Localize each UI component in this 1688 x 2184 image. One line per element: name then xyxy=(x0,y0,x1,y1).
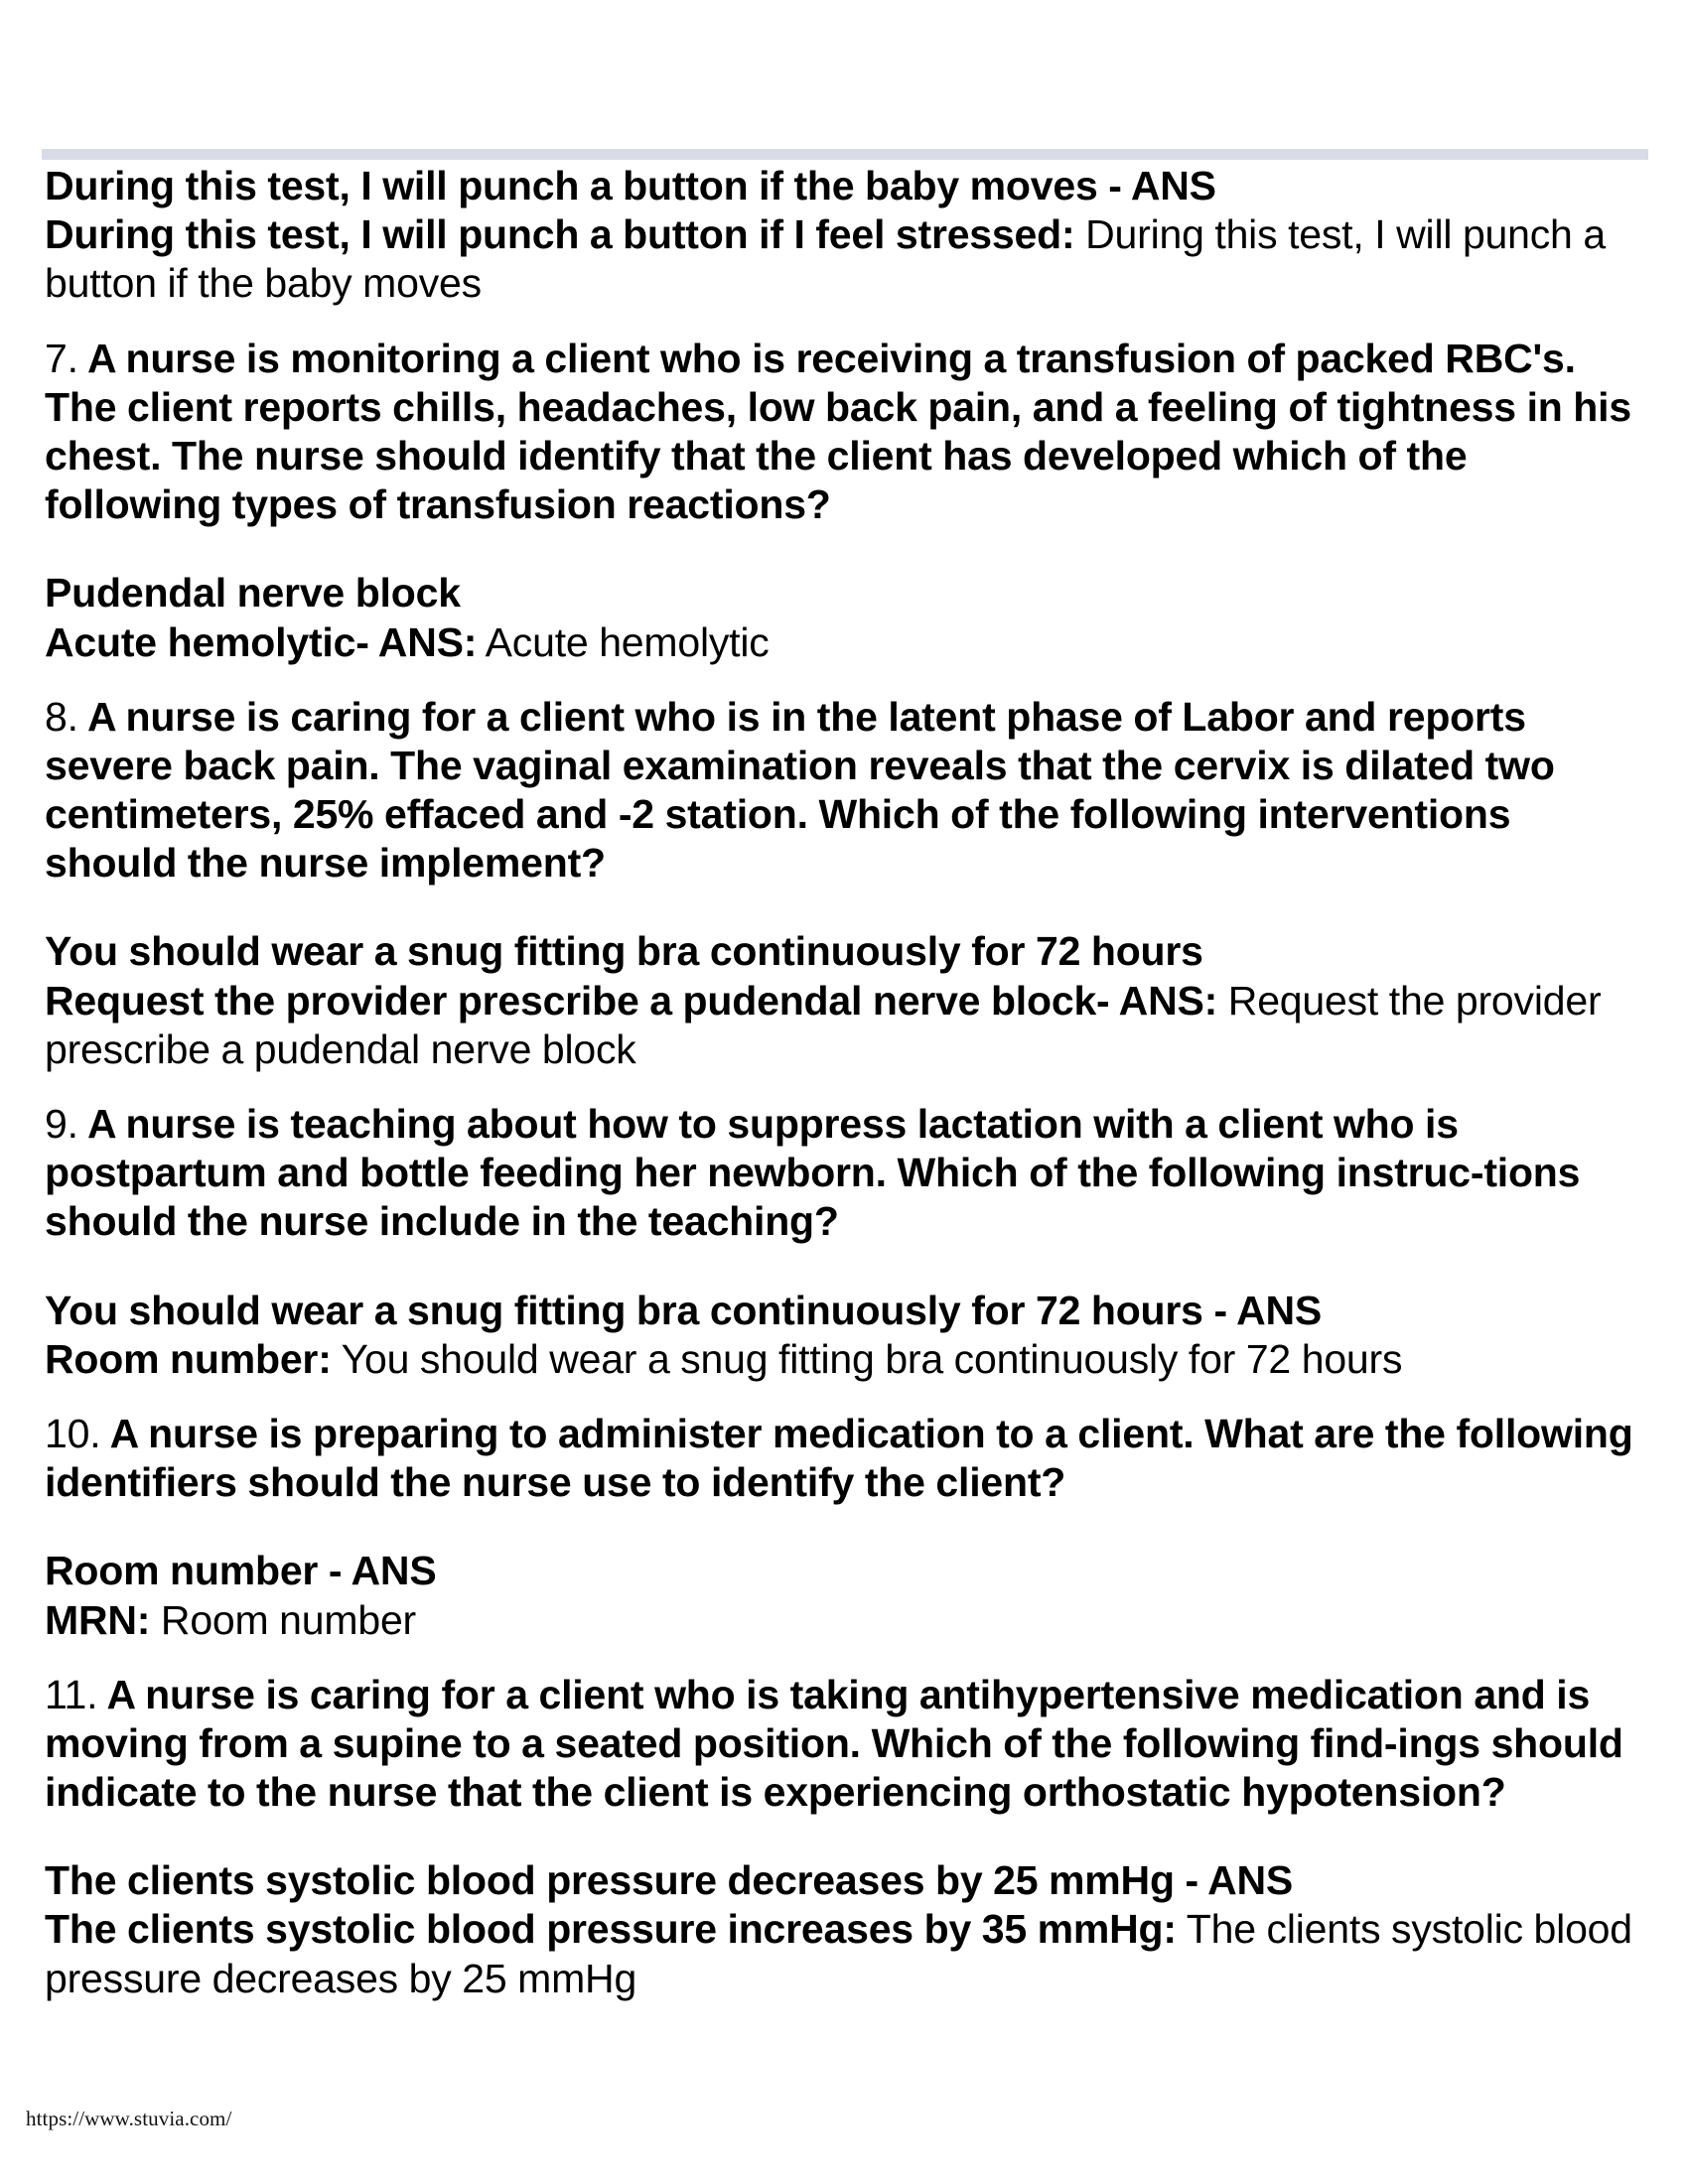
answer-key-label: Room number: xyxy=(45,1335,332,1382)
answer-option-line: You should wear a snug fitting bra continuously for 72 hours xyxy=(45,928,1203,975)
answer-key-label: MRN: xyxy=(45,1596,151,1643)
answer-key-label: Request the provider prescribe a pudendal nerve block- ANS: xyxy=(45,977,1218,1024)
answer-key-label: The clients systolic blood pressure increases by 35 mmHg: xyxy=(45,1906,1177,1953)
answer-text: Request the provider prescribe a pudendal nerve block xyxy=(45,977,1602,1072)
question-block-9 xyxy=(45,1100,1653,1247)
answer-option-line: During this test, I will punch a button if the baby moves - ANS xyxy=(45,163,1216,208)
document-body xyxy=(45,162,1653,2003)
question-text: A nurse is monitoring a client who is receiving a transfusion of packed RBC's. The client reports chills, headaches, low back pain, and a feeling of tightness in his chest. The nurse should identify that the client has developed which of the following types of transfusion reactions? xyxy=(45,335,1631,528)
question-number: 11. xyxy=(45,1671,98,1717)
answer-text: Acute hemolytic xyxy=(477,618,770,665)
answer-option-line: Pudendal nerve block xyxy=(45,570,461,616)
question-number: 10. xyxy=(45,1410,101,1456)
question-block-11 xyxy=(45,1671,1653,1818)
question-block-7 xyxy=(45,335,1653,530)
question-text: A nurse is preparing to administer medication to a client. What are the following identifiers should the nurse use to identify the client? xyxy=(45,1410,1633,1506)
answer-text: Room number xyxy=(150,1596,416,1643)
answer-key-label: During this test, I will punch a button if I feel stressed: xyxy=(45,211,1075,258)
answer-block-9 xyxy=(45,1287,1653,1384)
answer-text: The clients systolic blood pressure decreases by 25 mmHg xyxy=(45,1906,1632,2001)
answer-block-8 xyxy=(45,927,1653,1074)
answer-option-line: The clients systolic blood pressure decreases by 25 mmHg - ANS xyxy=(45,1857,1294,1904)
question-text: A nurse is caring for a client who is in the latent phase of Labor and reports severe back pain. The vaginal examination reveals that the cervix is dilated two centimeters, 25% effaced and -2 station. Which of the following interventions should the nurse implement? xyxy=(45,693,1555,887)
top-divider-rule xyxy=(42,149,1648,160)
question-number: 7. xyxy=(45,335,78,381)
question-number: 8. xyxy=(45,693,78,740)
question-block-10 xyxy=(45,1410,1653,1507)
answer-key-label: Acute hemolytic- ANS: xyxy=(45,618,478,665)
answer-option-line: You should wear a snug fitting bra continuously for 72 hours - ANS xyxy=(45,1287,1323,1333)
question-block-8 xyxy=(45,693,1653,888)
answer-text: During this test, I will punch a button if the baby moves xyxy=(45,211,1606,307)
answer-option-line: Room number - ANS xyxy=(45,1548,437,1594)
question-text: A nurse is teaching about how to suppress lactation with a client who is postpartum and bottle feeding her newborn. Which of the following instruc-tions should the nurse include in the teaching? xyxy=(45,1101,1581,1245)
footer-source-url[interactable]: https://www.stuvia.com/ xyxy=(26,2107,232,2130)
answer-block-10 xyxy=(45,1547,1653,1644)
answer-block-6 xyxy=(45,162,1653,309)
answer-text: You should wear a snug fitting bra continuously for 72 hours xyxy=(331,1335,1403,1382)
question-number: 9. xyxy=(45,1101,78,1147)
question-text: A nurse is caring for a client who is taking antihypertensive medication and is moving from a supine to a seated position. Which of the following find-ings should indicate to the nurse that the client is experiencing orthostatic hypotension? xyxy=(45,1671,1623,1816)
answer-block-7 xyxy=(45,569,1653,666)
answer-block-11 xyxy=(45,1856,1653,2003)
